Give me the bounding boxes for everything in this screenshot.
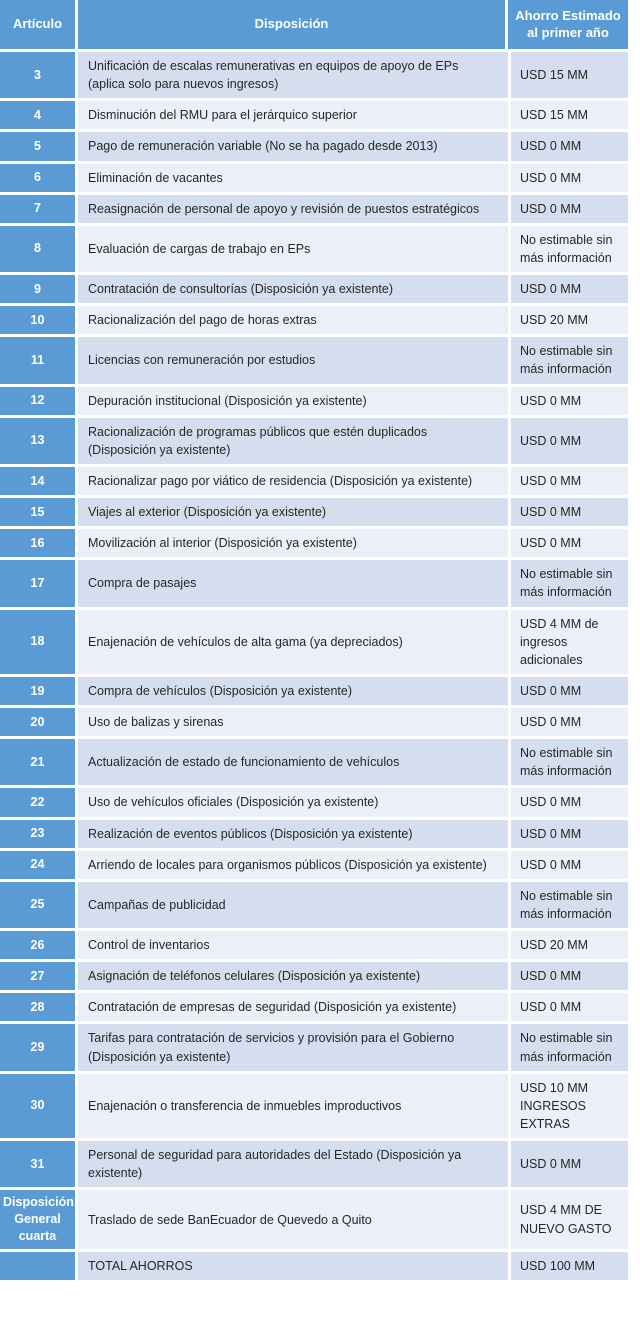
table-row — [0, 1141, 628, 1190]
cell-ahorro: USD 0 MM — [508, 132, 628, 163]
cell-ahorro: No estimable sin más información — [508, 560, 628, 609]
cell-ahorro: USD 0 MM — [508, 529, 628, 560]
table-row — [0, 226, 628, 275]
table-row — [0, 52, 628, 101]
column-header-articulo: Artículo — [0, 0, 78, 52]
cell-articulo: 17 — [0, 560, 78, 609]
table-row — [0, 498, 628, 529]
cell-articulo: 9 — [0, 275, 78, 306]
table-row — [0, 195, 628, 226]
cell-articulo: 13 — [0, 418, 78, 467]
cell-articulo — [0, 1252, 78, 1280]
cell-disposicion: Eliminación de vacantes — [78, 164, 508, 195]
cell-articulo: 20 — [0, 708, 78, 739]
cell-articulo: 16 — [0, 529, 78, 560]
cell-ahorro: No estimable sin más información — [508, 337, 628, 386]
cell-disposicion: TOTAL AHORROS — [78, 1252, 508, 1280]
cell-articulo: 8 — [0, 226, 78, 275]
cell-articulo: 15 — [0, 498, 78, 529]
cell-disposicion: Compra de pasajes — [78, 560, 508, 609]
cell-articulo: 27 — [0, 962, 78, 993]
cell-disposicion: Enajenación de vehículos de alta gama (ya depreciados) — [78, 610, 508, 677]
cell-disposicion: Disminución del RMU para el jerárquico superior — [78, 101, 508, 132]
cell-ahorro: USD 0 MM — [508, 418, 628, 467]
cell-disposicion: Contratación de empresas de seguridad (Disposición ya existente) — [78, 993, 508, 1024]
cell-articulo: 21 — [0, 739, 78, 788]
cell-disposicion: Evaluación de cargas de trabajo en EPs — [78, 226, 508, 275]
table-row — [0, 418, 628, 467]
cell-ahorro: USD 0 MM — [508, 498, 628, 529]
cell-articulo: 22 — [0, 788, 78, 819]
cell-disposicion: Racionalización del pago de horas extras — [78, 306, 508, 337]
cell-ahorro: USD 0 MM — [508, 708, 628, 739]
table-row — [0, 739, 628, 788]
cell-articulo: 19 — [0, 677, 78, 708]
table-body — [0, 52, 628, 1280]
cell-articulo: 3 — [0, 52, 78, 101]
cell-disposicion: Viajes al exterior (Disposición ya existente) — [78, 498, 508, 529]
table-row — [0, 1252, 628, 1280]
table-row — [0, 820, 628, 851]
cell-ahorro: USD 0 MM — [508, 387, 628, 418]
cell-disposicion: Arriendo de locales para organismos públicos (Disposición ya existente) — [78, 851, 508, 882]
cell-ahorro: USD 0 MM — [508, 677, 628, 708]
cell-ahorro: USD 0 MM — [508, 851, 628, 882]
cell-articulo: 12 — [0, 387, 78, 418]
table-row — [0, 931, 628, 962]
cell-disposicion: Contratación de consultorías (Disposición ya existente) — [78, 275, 508, 306]
table-row — [0, 993, 628, 1024]
cell-articulo: Disposición General cuarta — [0, 1190, 78, 1252]
cell-disposicion: Uso de balizas y sirenas — [78, 708, 508, 739]
cell-ahorro: USD 20 MM — [508, 306, 628, 337]
cell-articulo: 28 — [0, 993, 78, 1024]
cell-ahorro: USD 20 MM — [508, 931, 628, 962]
cell-articulo: 31 — [0, 1141, 78, 1190]
cell-disposicion: Traslado de sede BanEcuador de Quevedo a Quito — [78, 1190, 508, 1252]
table-header — [0, 0, 628, 52]
cell-articulo: 7 — [0, 195, 78, 226]
cell-ahorro: USD 4 MM de ingresos adicionales — [508, 610, 628, 677]
table-row — [0, 610, 628, 677]
cell-disposicion: Unificación de escalas remunerativas en equipos de apoyo de EPs (aplica solo para nuevos ingresos) — [78, 52, 508, 101]
cell-disposicion: Racionalizar pago por viático de residencia (Disposición ya existente) — [78, 467, 508, 498]
table-row — [0, 962, 628, 993]
table-row — [0, 677, 628, 708]
cell-ahorro: No estimable sin más información — [508, 226, 628, 275]
cell-ahorro: USD 0 MM — [508, 962, 628, 993]
table-row — [0, 275, 628, 306]
cell-ahorro: USD 0 MM — [508, 275, 628, 306]
cell-disposicion: Racionalización de programas públicos que estén duplicados (Disposición ya existente) — [78, 418, 508, 467]
cell-articulo: 6 — [0, 164, 78, 195]
cell-articulo: 30 — [0, 1074, 78, 1141]
cell-articulo: 26 — [0, 931, 78, 962]
cell-disposicion: Uso de vehículos oficiales (Disposición ya existente) — [78, 788, 508, 819]
cell-ahorro: USD 15 MM — [508, 101, 628, 132]
table-row — [0, 851, 628, 882]
cell-disposicion: Reasignación de personal de apoyo y revisión de puestos estratégicos — [78, 195, 508, 226]
cell-ahorro: No estimable sin más información — [508, 1024, 628, 1073]
table-row — [0, 788, 628, 819]
table-row — [0, 708, 628, 739]
table-row — [0, 337, 628, 386]
table-row — [0, 387, 628, 418]
cell-disposicion: Licencias con remuneración por estudios — [78, 337, 508, 386]
cell-ahorro: USD 4 MM DE NUEVO GASTO — [508, 1190, 628, 1252]
table-row — [0, 306, 628, 337]
cell-disposicion: Depuración institucional (Disposición ya existente) — [78, 387, 508, 418]
table-row — [0, 132, 628, 163]
cell-articulo: 10 — [0, 306, 78, 337]
cell-ahorro: USD 15 MM — [508, 52, 628, 101]
cell-disposicion: Control de inventarios — [78, 931, 508, 962]
table-row — [0, 560, 628, 609]
cell-articulo: 14 — [0, 467, 78, 498]
column-header-ahorro: Ahorro Estimado al primer año — [508, 0, 628, 52]
table-row — [0, 164, 628, 195]
table-row — [0, 467, 628, 498]
cell-disposicion: Campañas de publicidad — [78, 882, 508, 931]
cell-disposicion: Actualización de estado de funcionamiento de vehículos — [78, 739, 508, 788]
cell-articulo: 18 — [0, 610, 78, 677]
cell-articulo: 24 — [0, 851, 78, 882]
header-row — [0, 0, 628, 52]
cell-disposicion: Compra de vehículos (Disposición ya existente) — [78, 677, 508, 708]
cell-ahorro: USD 0 MM — [508, 195, 628, 226]
cell-ahorro: USD 0 MM — [508, 164, 628, 195]
cell-ahorro: USD 10 MM INGRESOS EXTRAS — [508, 1074, 628, 1141]
cell-disposicion: Tarifas para contratación de servicios y provisión para el Gobierno (Disposición ya existente) — [78, 1024, 508, 1073]
cell-ahorro: USD 0 MM — [508, 467, 628, 498]
table-row — [0, 882, 628, 931]
cell-ahorro: USD 0 MM — [508, 820, 628, 851]
cell-ahorro: USD 100 MM — [508, 1252, 628, 1280]
cell-ahorro: No estimable sin más información — [508, 882, 628, 931]
cell-ahorro: USD 0 MM — [508, 993, 628, 1024]
cell-articulo: 25 — [0, 882, 78, 931]
cell-disposicion: Personal de seguridad para autoridades del Estado (Disposición ya existente) — [78, 1141, 508, 1190]
table-row — [0, 1190, 628, 1252]
cell-disposicion: Movilización al interior (Disposición ya existente) — [78, 529, 508, 560]
cell-articulo: 29 — [0, 1024, 78, 1073]
cell-articulo: 5 — [0, 132, 78, 163]
cell-articulo: 23 — [0, 820, 78, 851]
cell-disposicion: Pago de remuneración variable (No se ha pagado desde 2013) — [78, 132, 508, 163]
table-row — [0, 101, 628, 132]
cell-ahorro: No estimable sin más información — [508, 739, 628, 788]
table-row — [0, 1024, 628, 1073]
cell-ahorro: USD 0 MM — [508, 788, 628, 819]
table-row — [0, 529, 628, 560]
cell-disposicion: Enajenación o transferencia de inmuebles improductivos — [78, 1074, 508, 1141]
cell-articulo: 11 — [0, 337, 78, 386]
cell-disposicion: Realización de eventos públicos (Disposición ya existente) — [78, 820, 508, 851]
cell-articulo: 4 — [0, 101, 78, 132]
column-header-disposicion: Disposición — [78, 0, 508, 52]
table-row — [0, 1074, 628, 1141]
cell-ahorro: USD 0 MM — [508, 1141, 628, 1190]
cell-disposicion: Asignación de teléfonos celulares (Disposición ya existente) — [78, 962, 508, 993]
